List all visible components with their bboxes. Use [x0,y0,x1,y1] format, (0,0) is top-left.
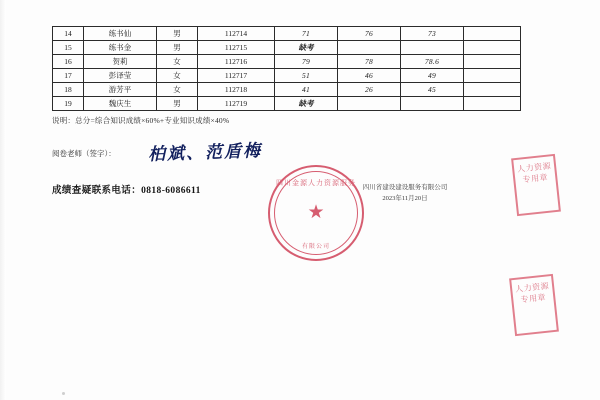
cell-score-professional [338,41,401,55]
cell-score-professional [338,97,401,111]
cell-score-comprehensive: 71 [275,27,338,41]
cell-score-total: 49 [401,69,464,83]
cell-remark [464,69,521,83]
scan-artifact-dot [62,392,65,395]
signature-label: 阅卷老师（签字）： [52,149,116,158]
cell-score-total [401,41,464,55]
cell-score-professional: 76 [338,27,401,41]
cell-sex: 男 [157,41,198,55]
cell-score-comprehensive: 51 [275,69,338,83]
cell-sex: 男 [157,27,198,41]
signature-handwriting: 柏斌、范盾梅 [147,141,263,165]
cell-score-professional: 46 [338,69,401,83]
seal-bottom-text: 有限公司 [301,243,330,250]
cell-remark [464,27,521,41]
cell-no: 18 [53,83,84,97]
cell-score-professional: 26 [338,83,401,97]
cell-score-total: 78.6 [401,55,464,69]
cell-no: 15 [53,41,84,55]
inquiry-phone: 成绩查疑联系电话：0818-6086611 [52,186,201,196]
calculation-note: 说明：总分=综合知识成绩×60%+专业知识成绩×40% [52,116,230,125]
cell-score-total [401,97,464,111]
grades-table [52,26,521,111]
cell-remark [464,97,521,111]
cell-no: 14 [53,27,84,41]
cell-id: 112719 [198,97,275,111]
table-row [53,27,521,41]
cell-remark [464,83,521,97]
table-row [53,55,521,69]
cell-sex: 女 [157,83,198,97]
cell-id: 112716 [198,55,275,69]
cell-name: 练书金 [84,41,157,55]
cell-score-comprehensive: 缺考 [275,41,338,55]
table-row [53,69,521,83]
cell-score-comprehensive: 79 [275,55,338,69]
document-body [52,26,520,196]
cell-sex: 女 [157,69,198,83]
cell-id: 112717 [198,69,275,83]
issuer-name: 四川省建设建设服务有限公司 [362,184,448,191]
signature-line [52,142,520,166]
cell-sex: 女 [157,55,198,69]
grades-table-body [53,27,521,111]
cell-score-total: 73 [401,27,464,41]
cell-remark [464,41,521,55]
table-row [53,83,521,97]
cell-sex: 男 [157,97,198,111]
square-seal-bottom [509,274,559,336]
cell-no: 19 [53,97,84,111]
square-seal-top [511,154,561,216]
cell-name: 贺莉 [84,55,157,69]
cell-id: 112714 [198,27,275,41]
cell-name: 练书仙 [84,27,157,41]
cell-score-comprehensive: 缺考 [275,97,338,111]
cell-score-total: 45 [401,83,464,97]
cell-name: 游芳平 [84,83,157,97]
cell-remark [464,55,521,69]
official-round-seal: 四川金源人力资源服务 ★ 有限公司 [268,165,364,261]
seal-top-text: 四川金源人力资源服务 [276,179,356,187]
cell-no: 16 [53,55,84,69]
page-edge-shading [0,0,6,400]
cell-id: 112718 [198,83,275,97]
cell-name: 魏庆生 [84,97,157,111]
cell-name: 彭译莹 [84,69,157,83]
square-seal-top-text: 人力资源专用章 [516,161,552,185]
square-seal-bottom-text: 人力资源专用章 [514,281,550,305]
cell-no: 17 [53,69,84,83]
cell-score-comprehensive: 41 [275,83,338,97]
table-row [53,97,521,111]
issuer-date: 2023年11月20日 [382,195,428,202]
table-row [53,41,521,55]
cell-id: 112715 [198,41,275,55]
cell-score-professional: 78 [338,55,401,69]
